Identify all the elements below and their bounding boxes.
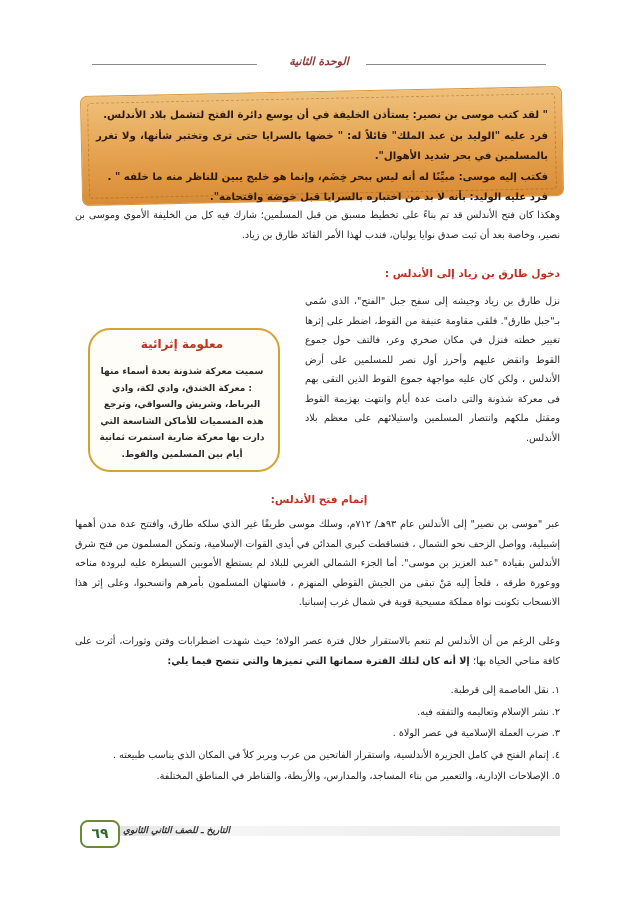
quote-line-2: فرد عليه "الوليد بن عبد الملك" قائلاً له: " خضها بالسرايا حتى ترى وتختبر شأنها، ولا تغرر بالمسلمين في بحر شديد الأهوال". (96, 130, 548, 162)
quote-line-4: فرد عليه الوليد: بأنه لا بد من اختباره بالسرايا قبل خوضه واقتحامه". (209, 192, 548, 203)
walis-paragraph-bold: إلا أنه كان لتلك الفترة سماتها التي تميزها والتي تتضح فيما يلي: (167, 655, 474, 667)
info-box-text: سميت معركة شذونة بعدة أسماء منها : معركة الخندق، وادي لكة، وادي البرباط، وشريش والسواقي، وترجع هذه المسميات للأماكن الشاسعة التي دارت بها معركة ضارية استمرت ثمانية أيام بين المسلمين والقوط. (99, 367, 265, 460)
list-item: ٣. ضرب العملة الإسلامية في عصر الولاة . (392, 728, 560, 739)
features-list (75, 680, 560, 788)
walis-paragraph-text: وعلى الرغم من أن الأندلس لم تنعم بالاستقرار خلال فترة عصر الولاة؛ حيث شهدت اضطرابات وفتن وثورات، أثرت على كافة مناحي الحياة بها؛ (75, 636, 560, 667)
quote-text (96, 106, 548, 209)
tariq-paragraph: نزل طارق بن زياد وجيشه إلى سفح جبل "الفتح"، الذى سُمي بـ"جبل طارق". فلقى مقاومة عنيفة من القوط، اضطر على إثرها تغيير خطته فنزل في مكان صخري وعر، فالتف حول جموع القوط وانقض عليهم وأحرز أول نصر للمسلمين على أرض الأندلس ، ولكن كان عليه مواجهة جموع القوط الذين التقى بهم فى معركة شذونة والتى دامت عدة أيام وانتهت بهزيمة القوط ومقتل ملكهم وانتصار المسلمين واستيلائهم على معظم بلاد الأندلس. (305, 296, 560, 444)
list-item: ٢. نشر الإسلام وتعاليمه والتفقه فيه. (417, 706, 560, 718)
list-item: ٤. إتمام الفتح في كامل الجزيرة الأندلسية، واستقرار الفاتحين من عرب وبربر كلاً في المكان الذي يناسب طبيعته . (112, 749, 560, 761)
conquest-paragraph: عبر "موسى بن نصير" إلى الأندلس عام ٩٣هـ/ ٧١٢م، وسلك موسى طريقًا غير الذي سلكه طارق، وافتتح عدة مدن أهمها إشبيلية، وواصل الزحف نحو الشمال ، فتساقطت كبرى المدائن في أيدى القوات الإسلامية، وتمكن المسلمون من فتح شرق الأندلس بقيادة "عبد العزيز بن موسى". أما الجزء الشمالي الغربي للبلاد لم يستطع الأمويين السيطرة عليه لبرودة مناخه ووعورة طرقه ، فلجأ إليه مَنْ تبقى من الجيش القوطي المنهزم ، فاستهان المسلمون بأمرهم وانسحبوا، وعلى إثر هذا الانسحاب تكونت نواة مملكة مسيحية قوية في شمال غرب إسبانيا. (75, 519, 560, 608)
section-heading-tariq: دخول طارق بن زياد إلى الأندلس : (384, 268, 560, 280)
intro-paragraph: وهكذا كان فتح الأندلس قد تم بناءً على تخطيط مسبق من قبل المسلمين؛ شارك فيه كل من الخليفة الأموي وموسى بن نصير، وخاصة بعد أن ثبت صدق نوايا يوليان، فندب لهذا الأمر القائد طارق بن زياد. (75, 210, 560, 241)
list-item: ٥. الإصلاحات الإدارية، والتعمير من بناء المساجد، والمدارس، والأربطة، والقناطر في المناطق المختلفة. (156, 771, 560, 782)
info-box-title: معلومة إثرائية (140, 337, 224, 351)
footer-text: التاريخ ـ للصف الثاني الثانوي (123, 826, 230, 836)
quote-line-3: فكتب إليه موسى: مبيِّنًا له أنه ليس ببحر خِضَم، وإنما هو خليج يبين للناظر منه ما خلفه " . (107, 171, 548, 183)
quote-line-1: " لقد كتب موسى بن نصير: يستأذن الخليفة في أن يوسع دائرة الفتح لتشمل بلاد الأندلس. (103, 110, 548, 121)
unit-title: الوحدة الثانية (289, 55, 349, 68)
page-number: ٦٩ (80, 820, 120, 848)
walis-paragraph (75, 632, 560, 671)
list-item: ١. نقل العاصمة إلى قرطبة. (450, 685, 560, 696)
section-heading-conquest: إتمام فتح الأندلس: (270, 494, 368, 506)
